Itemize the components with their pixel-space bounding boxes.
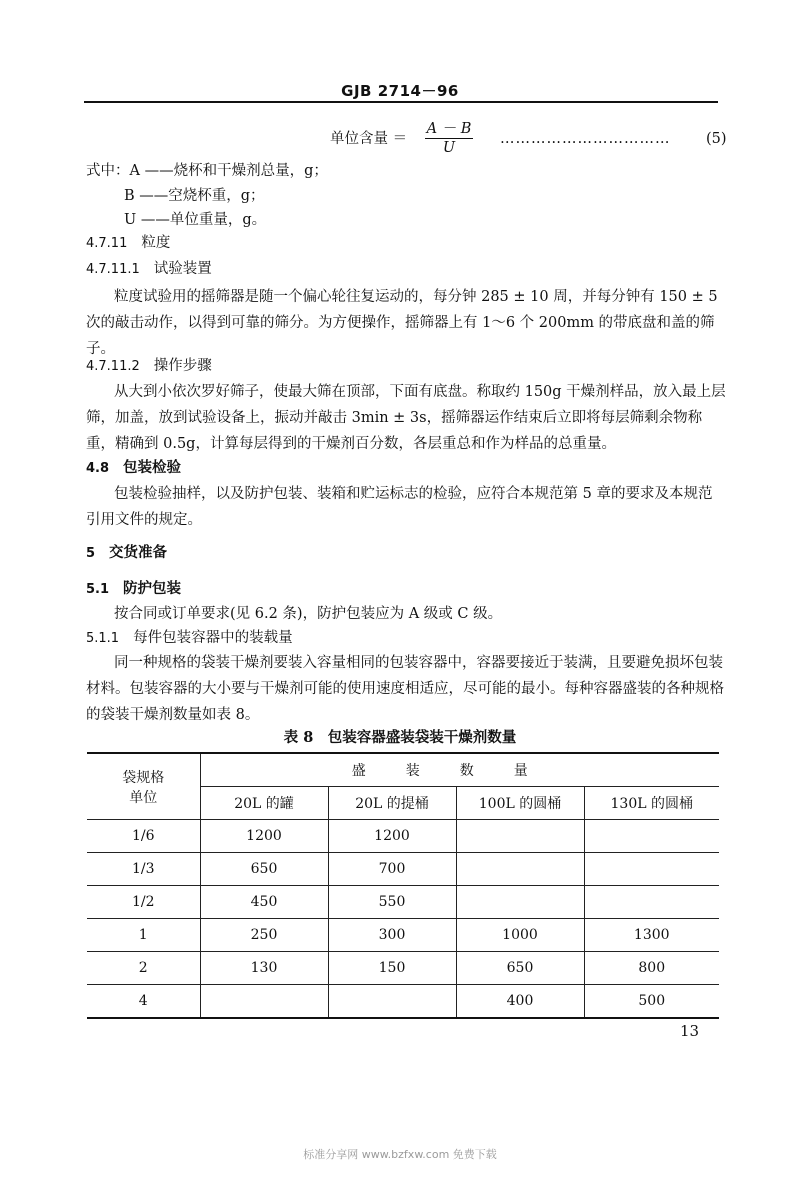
table-cell: 1000 [456,919,584,952]
group-header-text: 盛装数量 [351,763,568,779]
section-number: 4.7.11.2 [86,359,140,374]
section-4-8-heading [86,457,181,480]
section-number: 4.7.11 [86,236,128,251]
table-cell: 800 [584,952,719,985]
section-5-1-body: 按合同或订单要求(见 6.2 条)，防护包装应为 A 级或 C 级。 [114,606,503,622]
table-row [87,952,719,985]
table-cell: 550 [328,886,456,919]
section-title: 粒度 [141,235,171,251]
row-header-cell [87,753,200,820]
section-number: 4.7.11.1 [86,262,140,277]
section-title: 交货准备 [109,544,168,561]
table-cell: 700 [328,853,456,886]
section-4-8-body: 包装检验抽样，以及防护包装、装箱和贮运标志的检验，应符合本规范第 5 章的要求及本规范引用文件的规定。 [86,486,713,528]
table-cell: 250 [200,919,328,952]
where-intro: 式中：A ——烧杯和干燥剂总量，g； [86,163,328,179]
section-4-7-11-1-body: 粒度试验用的摇筛器是随一个偏心轮往复运动的，每分钟 285 ± 10 周，并每分钟有 150 ± 5 次的敲击动作，以得到可靠的筛分。为方便操作，摇筛器上有 1～6 个 200mm 的带底盘和盖的筛子。 [86,289,718,357]
section-title: 操作步骤 [153,358,212,374]
document-number-header: GJB 2714－96 [341,82,459,100]
column-header: 100L 的圆桶 [456,787,584,820]
table-cell: 1200 [200,820,328,853]
table-cell: 150 [328,952,456,985]
section-number: 5.1 [86,582,110,597]
formula-numerator: A － B [426,121,472,137]
table-cell: 650 [200,853,328,886]
table-row [87,820,719,853]
section-number: 5 [86,546,96,561]
section-5-1-1-body: 同一种规格的袋装干燥剂要装入容量相同的包装容器中，容器要接近于装满，且要避免损坏包装材料。包装容器的大小要与干燥剂可能的使用速度相适应，尽可能的最小。每种容器盛装的各种规格的袋装干燥剂数量如表 8。 [86,655,724,723]
table-cell: 400 [456,985,584,1019]
table-row [87,853,719,886]
section-5-1-1-heading [86,627,293,650]
formula-fraction [425,120,473,157]
watermark-text: 标准分享网 www.bzfxw.com 免费下载 [303,1148,497,1161]
section-4-7-11-heading [86,232,170,255]
table-cell [200,985,328,1019]
section-number: 5.1.1 [86,631,120,646]
section-title: 包装检验 [123,459,182,476]
table-cell: 2 [87,952,200,985]
where-b: B ——空烧杯重，g； [124,188,265,204]
table-row [87,985,719,1019]
table-cell: 1/2 [87,886,200,919]
formula-denominator: U [442,140,456,156]
column-header: 20L 的提桶 [328,787,456,820]
formula-leader-dots: …………………………… [500,131,671,147]
table-8 [87,752,719,1019]
section-5-heading [86,542,167,565]
section-title: 试验装置 [153,261,212,277]
section-title: 防护包装 [123,580,182,597]
table-cell: 650 [456,952,584,985]
table-8-title: 表 8 包装容器盛装袋装干燥剂数量 [283,729,517,746]
table-cell: 450 [200,886,328,919]
table-cell: 1/6 [87,820,200,853]
section-4-7-11-1-heading [86,258,212,281]
table-cell: 300 [328,919,456,952]
section-5-1-heading [86,578,181,601]
table-cell: 1/3 [87,853,200,886]
header-rule [84,101,718,103]
row-header-line2: 单位 [129,789,158,806]
table-cell: 1300 [584,919,719,952]
table-cell: 1 [87,919,200,952]
column-header: 20L 的罐 [200,787,328,820]
table-cell: 130 [200,952,328,985]
page-number: 13 [680,1022,700,1040]
formula-label: 单位含量 ＝ [330,131,408,147]
table-cell [456,886,584,919]
section-number: 4.8 [86,461,110,476]
section-4-7-11-2-body: 从大到小依次罗好筛子，使最大筛在顶部，下面有底盘。称取约 150g 干燥剂样品，放入最上层筛，加盖，放到试验设备上，振动并敲击 3min ± 3s，摇筛器运作结束后立即将每层筛剩余物称重，精确到 0.5g，计算每层得到的干燥剂百分数，各层重总和作为样品的总重量。 [86,384,726,452]
table-cell: 1200 [328,820,456,853]
where-u: U ——单位重量，g。 [124,212,267,228]
table-cell: 4 [87,985,200,1019]
table-row [87,919,719,952]
group-header-cell [200,753,719,787]
table-cell: 500 [584,985,719,1019]
table-cell [584,886,719,919]
column-header: 130L 的圆桶 [584,787,719,820]
table-row [87,886,719,919]
section-title: 每件包装容器中的装载量 [133,630,293,646]
table-cell [328,985,456,1019]
table-cell [456,853,584,886]
section-4-7-11-2-heading [86,355,212,378]
formula-equation-number: (5) [706,131,727,147]
row-header-line1: 袋规格 [122,769,165,786]
table-cell [456,820,584,853]
table-cell [584,853,719,886]
table-cell [584,820,719,853]
